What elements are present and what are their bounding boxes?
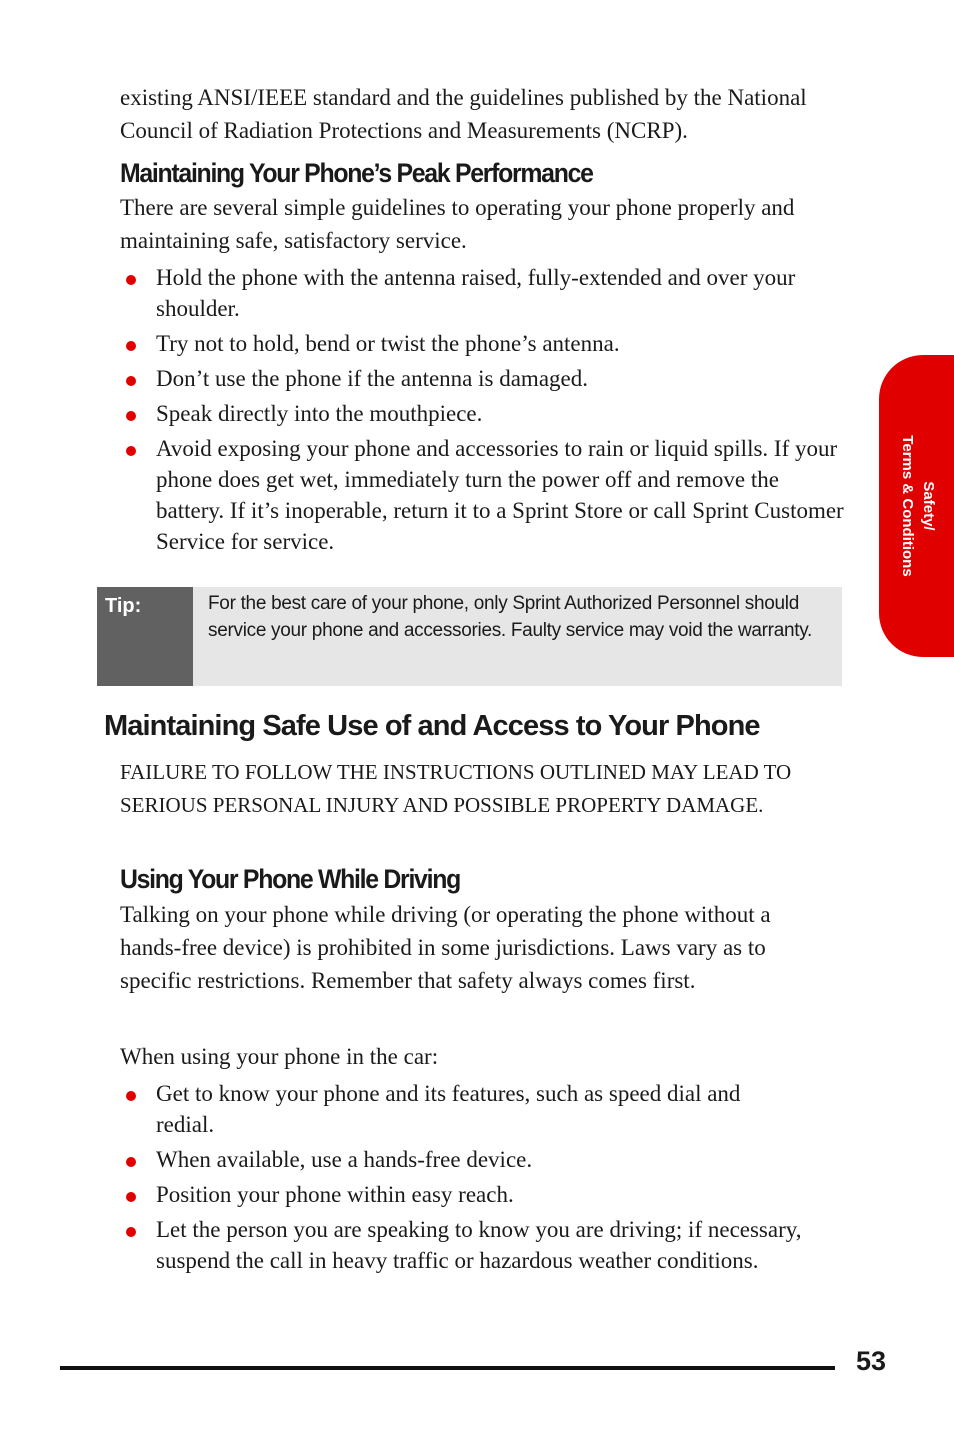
bullet-icon: [126, 1192, 136, 1202]
bullet-icon: [126, 1227, 136, 1237]
list-item: When available, use a hands-free device.: [120, 1144, 850, 1175]
peak-bullet-list: [120, 262, 850, 557]
driving-intro: Talking on your phone while driving (or operating the phone without a hands-free device) is prohibited in some jurisdictions. Laws vary as to specific restrictions. Remember that safety always comes first.: [120, 902, 771, 993]
list-item: Try not to hold, bend or twist the phone’s antenna.: [120, 328, 850, 359]
bullet-icon: [126, 1157, 136, 1167]
tip-label: Tip:: [97, 587, 193, 686]
tip-box: [97, 587, 842, 686]
side-tab-label: Safety/ Terms & Conditions: [899, 435, 937, 577]
heading-driving: Using Your Phone While Driving: [120, 864, 460, 894]
section-side-tab: [879, 355, 954, 657]
driving-bullet-list: [120, 1078, 850, 1276]
bullet-icon: [126, 446, 136, 456]
heading-peak-performance: Maintaining Your Phone’s Peak Performance: [120, 158, 593, 188]
intro-continuation: existing ANSI/IEEE standard and the guidelines published by the National Council of Radiation Protections and Measurements (NCRP).: [120, 85, 807, 143]
list-item: Let the person you are speaking to know you are driving; if necessary, suspend the call in heavy traffic or hazardous weather conditions.: [120, 1214, 850, 1276]
bullet-icon: [126, 341, 136, 351]
bullet-icon: [126, 376, 136, 386]
list-item: Avoid exposing your phone and accessories to rain or liquid spills. If your phone does get wet, immediately turn the power off and remove the battery. If it’s inoperable, return it to a Sprint Store or call Sprint Customer Service for service.: [120, 433, 850, 557]
list-item: Speak directly into the mouthpiece.: [120, 398, 850, 429]
footer-rule: [60, 1366, 835, 1370]
list-item: Don’t use the phone if the antenna is damaged.: [120, 363, 850, 394]
list-item: Position your phone within easy reach.: [120, 1179, 850, 1210]
peak-intro: There are several simple guidelines to operating your phone properly and maintaining safe, satisfactory service.: [120, 195, 795, 253]
page-number: 53: [856, 1346, 887, 1376]
heading-safe-use: Maintaining Safe Use of and Access to Your Phone: [104, 710, 760, 742]
list-item: Hold the phone with the antenna raised, fully-extended and over your shoulder.: [120, 262, 850, 324]
safety-warning: FAILURE TO FOLLOW THE INSTRUCTIONS OUTLINED MAY LEAD TO SERIOUS PERSONAL INJURY AND POSSIBLE PROPERTY DAMAGE.: [120, 760, 792, 817]
tip-text: For the best care of your phone, only Sprint Authorized Personnel should service your phone and accessories. Faulty service may void the warranty.: [193, 587, 842, 686]
list-item: Get to know your phone and its features, such as speed dial and redial.: [120, 1078, 850, 1140]
driving-lead-in: When using your phone in the car:: [120, 1044, 439, 1069]
bullet-icon: [126, 275, 136, 285]
bullet-icon: [126, 1091, 136, 1101]
bullet-icon: [126, 411, 136, 421]
